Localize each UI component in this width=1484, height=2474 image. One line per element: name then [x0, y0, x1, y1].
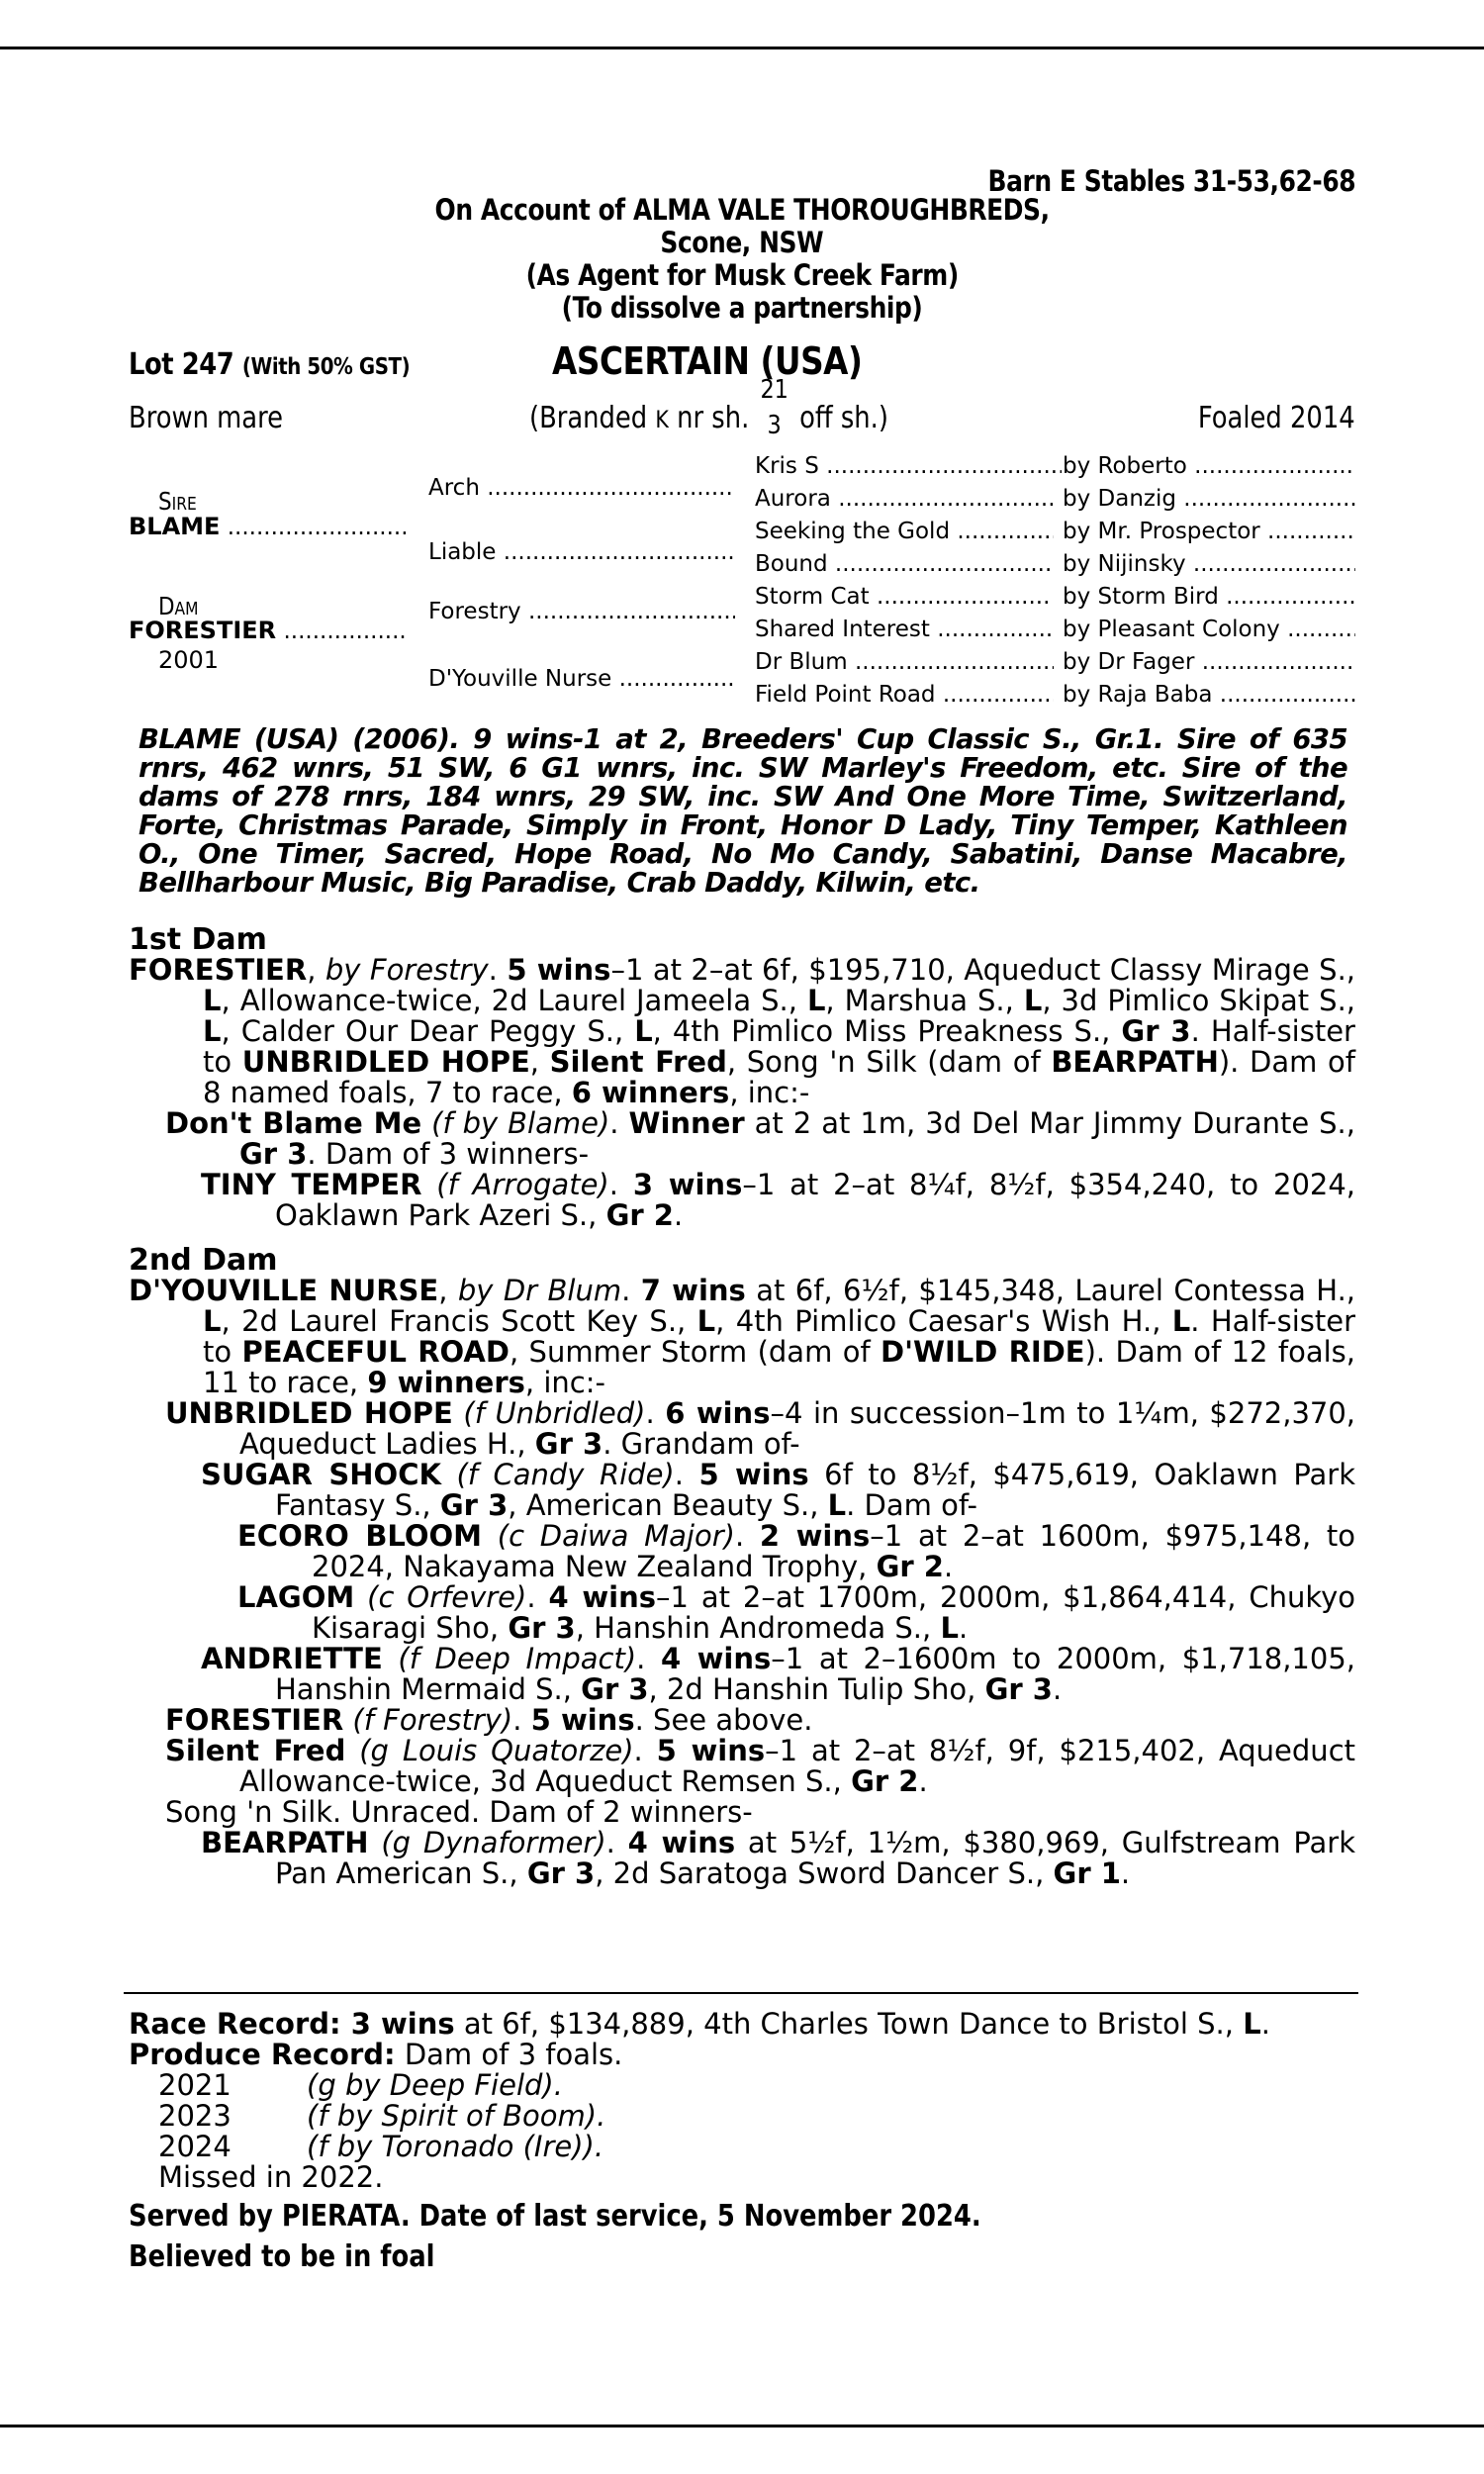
foal-row: 2021 (g by Deep Field). — [158, 2068, 563, 2102]
race-record: Race Record: 3 wins at 6f, $134,889, 4th Charles Town Dance to Bristol S., L. — [129, 2007, 1270, 2041]
ggp-name: Aurora ..... — [755, 486, 1054, 512]
service-note: Served by PIERATA. Date of last service, 5 November 2024. — [129, 2199, 981, 2234]
progeny-entry: ECORO BLOOM (c Daiwa Major). 2 wins–1 at 2–at 1600m, $975,148, to 2024, Nakayama New Zealand Trophy, Gr 2. — [237, 1519, 1356, 1583]
ggp-sire: by Storm Bird ..... — [1063, 584, 1355, 610]
second-dam-entry: D'YOUVILLE NURSE, by Dr Blum. 7 wins at 6f, 6½f, $145,348, Laurel Contessa H., L, 2d Laurel Francis Scott Key S., L, 4th Pimlico Caesar's Wish H., L. Half-sister to PEACEFUL ROAD, Summer Storm (dam of D'WILD RIDE). Dam of 12 foals, 11 to race, 9 winners, inc:- — [129, 1274, 1356, 1399]
ggp-sire: by Roberto ..... — [1063, 453, 1355, 479]
ggp-sire: by Dr Fager ..... — [1063, 649, 1355, 675]
dam-name: FORESTIER ..... — [129, 617, 408, 644]
sex-colour: Brown mare — [129, 401, 284, 435]
ggp-name: Storm Cat ..... — [755, 584, 1050, 610]
grandsire-forestry: Forestry ..... — [428, 599, 735, 624]
ggp-sire: by Danzig ..... — [1063, 486, 1355, 512]
brand-mid: nr sh. — [668, 401, 758, 435]
foaled-year: Foaled 2014 — [1198, 401, 1355, 435]
progeny-entry: LAGOM (c Orfevre). 4 wins–1 at 2–at 1700m, 2000m, $1,864,414, Chukyo Kisaragi Sho, Gr 3, Hanshin Andromeda S., L. — [237, 1580, 1355, 1645]
horse-info-row — [129, 375, 1355, 450]
progeny-entry: BEARPATH (g Dynaformer). 4 wins at 5½f, 1½m, $380,969, Gulfstream Park Pan American S., Gr 3, 2d Saratoga Sword Dancer S., Gr 1. — [201, 1826, 1355, 1890]
consignor-agent: (As Agent for Musk Creek Farm) — [525, 258, 959, 292]
produce-record: Produce Record: Dam of 3 foals. — [129, 2038, 623, 2071]
records-block — [129, 2009, 1355, 2272]
sire-label: Sire — [158, 487, 197, 516]
dam-lines — [129, 920, 1355, 1889]
brand-description — [529, 375, 888, 440]
ggp-sire: by Raja Baba ..... — [1063, 682, 1355, 708]
horse-name: ASCERTAIN (USA) — [552, 339, 863, 383]
second-dam-heading: 2nd Dam — [129, 1243, 278, 1278]
brand-denominator: 3 — [767, 411, 782, 440]
progeny-entry: Don't Blame Me (f by Blame). Winner at 2 at 1m, 3d Del Mar Jimmy Durante S., Gr 3. Dam of 3 winners- — [165, 1106, 1355, 1171]
foal-row: 2023 (f by Spirit of Boom). — [158, 2099, 606, 2133]
missed-year: Missed in 2022. — [158, 2160, 384, 2194]
grandsire-arch: Arch ..... — [428, 475, 735, 501]
dam-label: Dam — [158, 592, 199, 620]
progeny-entry: ANDRIETTE (f Deep Impact). 4 wins–1 at 2–1600m to 2000m, $1,718,105, Hanshin Mermaid S., Gr 3, 2d Hanshin Tulip Sho, Gr 3. — [201, 1642, 1356, 1706]
in-foal-status: Believed to be in foal — [129, 2239, 435, 2274]
consignor-note: (To dissolve a partnership) — [561, 291, 923, 325]
consignor-location: Scone, NSW — [660, 226, 824, 259]
granddam-liable: Liable ..... — [428, 539, 737, 565]
brand-suffix: off sh.) — [799, 401, 888, 435]
first-dam-heading: 1st Dam — [129, 922, 267, 957]
ggp-sire: by Pleasant Colony ..... — [1063, 617, 1355, 642]
ggp-name: Dr Blum ..... — [755, 649, 1054, 675]
foal-row: 2024 (f by Toronado (Ire)). — [158, 2130, 604, 2163]
brand-numerator: 21 — [760, 375, 788, 405]
dam-foaled-year: 2001 — [158, 646, 220, 674]
progeny-entry: UNBRIDLED HOPE (f Unbridled). 6 wins–4 in succession–1m to 1¼m, $272,370, Aqueduct Ladies H., Gr 3. Grandam of- — [165, 1396, 1356, 1461]
granddam-dyouville-nurse: D'Youville Nurse ..... — [428, 666, 737, 692]
section-divider — [124, 1992, 1358, 1994]
lot-label: Lot 247 — [129, 347, 234, 382]
brand-mark-icon: K — [655, 406, 669, 433]
progeny-entry: SUGAR SHOCK (f Candy Ride). 5 wins 6f to 8½f, $475,619, Oaklawn Park Fantasy S., Gr 3, American Beauty S., L. Dam of- — [201, 1458, 1355, 1522]
brand-fraction — [757, 375, 790, 440]
bottom-rule — [0, 2425, 1484, 2427]
progeny-entry: FORESTIER (f Forestry). 5 wins. See above. — [165, 1703, 813, 1737]
sire-summary: BLAME (USA) (2006). 9 wins-1 at 2, Breeders' Cup Classic S., Gr.1. Sire of 635 rnrs, 462 wnrs, 51 SW, 6 G1 wnrs, inc. SW Marley's Freedom, etc. Sire of the dams of 278 rnrs, 184 wnrs, 29 SW, inc. SW And One More Time, Switzerland, Forte, Christmas Parade, Simply in Front, Honor D Lady, Tiny Temper, Kathleen O., One Timer, Sacred, Hope Road, No Mo Candy, Sabatini, Danse Macabre, Bellharbour Music, Big Paradise, Crab Daddy, Kilwin, etc. — [139, 723, 1347, 899]
consignor-line: On Account of ALMA VALE THOROUGHBREDS, — [434, 193, 1050, 227]
first-dam-entry: FORESTIER, by Forestry. 5 wins–1 at 2–at 6f, $195,710, Aqueduct Classy Mirage S., L, Allowance-twice, 2d Laurel Jameela S., L, Marshua S., L, 3d Pimlico Skipat S., L, Calder Our Dear Peggy S., L, 4th Pimlico Miss Preakness S., Gr 3. Half-sister to UNBRIDLED HOPE, Silent Fred, Song 'n Silk (dam of BEARPATH). Dam of 8 named foals, 7 to race, 6 winners, inc:- — [129, 953, 1356, 1109]
ggp-sire: by Nijinsky ..... — [1063, 551, 1355, 577]
ggp-sire: by Mr. Prospector ..... — [1063, 519, 1355, 544]
consignor-block — [129, 194, 1355, 325]
top-rule — [0, 47, 1484, 49]
sire-name: BLAME ..... — [129, 513, 408, 540]
progeny-entry: Silent Fred (g Louis Quatorze). 5 wins–1 at 2–at 8½f, 9f, $215,402, Aqueduct Allowance-twice, 3d Aqueduct Remsen S., Gr 2. — [165, 1734, 1356, 1798]
ggp-name: Seeking the Gold ..... — [755, 519, 1054, 544]
pedigree-table — [129, 455, 1355, 717]
barn-location: Barn E Stables 31-53,62-68 — [987, 164, 1355, 198]
brand-prefix: (Branded — [529, 401, 656, 435]
ggp-name: Bound ..... — [755, 551, 1054, 577]
ggp-name: Kris S ..... — [755, 453, 1062, 479]
lot-row — [129, 339, 1355, 383]
progeny-entry: TINY TEMPER (f Arrogate). 3 wins–1 at 2–at 8¼f, 8½f, $354,240, to 2024, Oaklawn Park Azeri S., Gr 2. — [201, 1168, 1356, 1232]
ggp-name: Field Point Road ..... — [755, 682, 1054, 708]
progeny-entry: Song 'n Silk. Unraced. Dam of 2 winners- — [165, 1795, 753, 1829]
lot-number — [129, 347, 410, 382]
gst-note: (With 50% GST) — [241, 354, 411, 380]
ggp-name: Shared Interest ..... — [755, 617, 1054, 642]
